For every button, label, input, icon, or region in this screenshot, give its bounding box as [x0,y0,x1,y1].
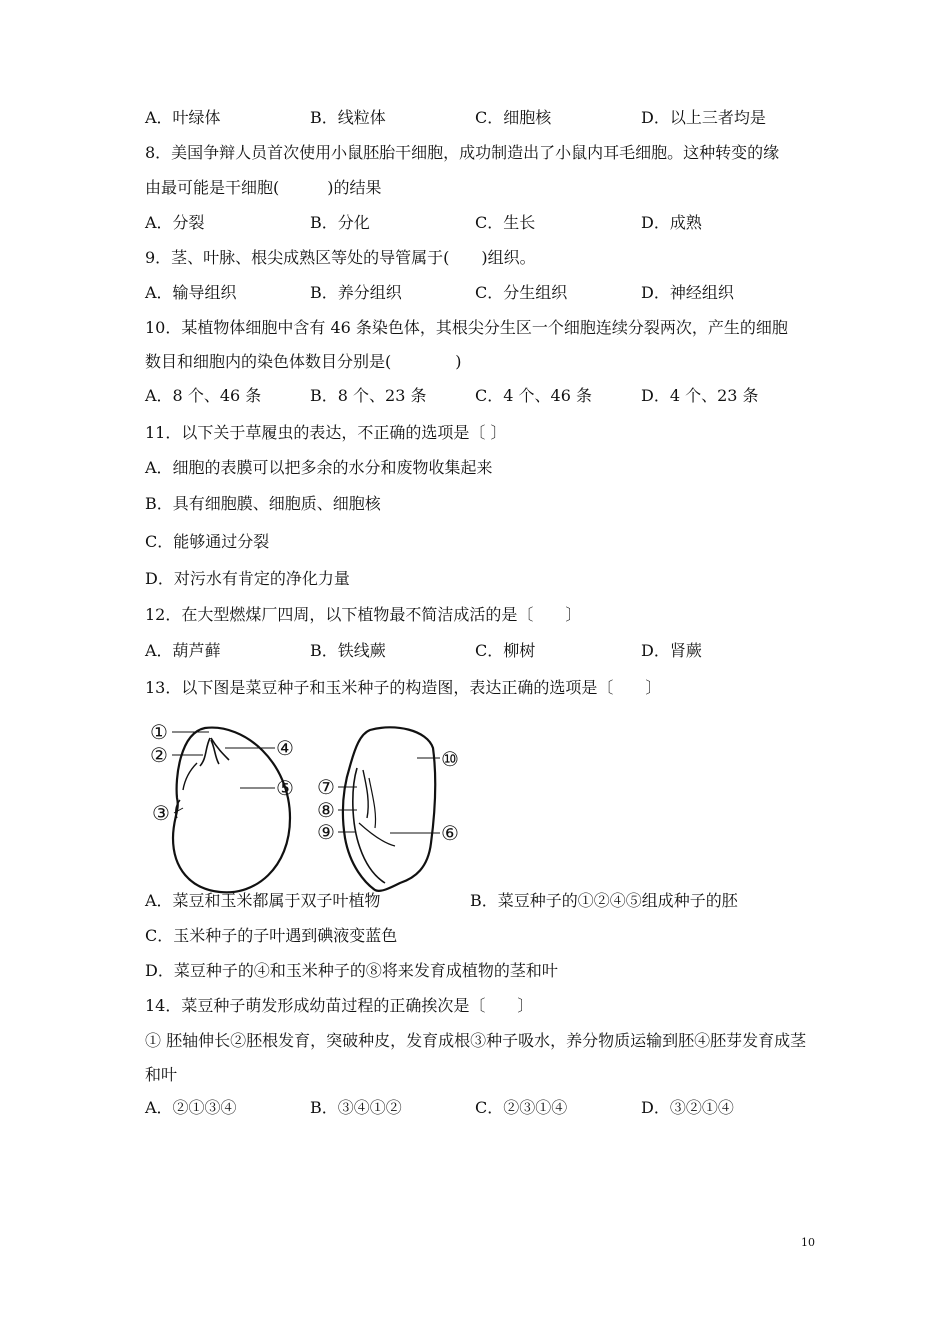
q10-option-a: A．8 个、46 条 [145,386,262,405]
q12-option-c: C．柳树 [475,641,536,660]
figure-label-marks [150,720,459,845]
q14-steps-line1: ① 胚轴伸长②胚根发育，突破种皮，发育成根③种子吸水，养分物质运输到胚④胚芽发育成茎 [145,1031,807,1050]
label-7: ⑦ [317,775,335,799]
q14-option-b: B．③④①② [310,1098,402,1117]
q14-option-c: C．②③①④ [475,1098,568,1117]
q12-stem: 12．在大型燃煤厂四周，以下植物最不简洁成活的是〔 〕 [145,605,582,624]
q8-option-b: B．分化 [310,213,370,232]
q7-option-d: D．以上三者均是 [641,108,766,127]
q10-stem-line1: 10．某植物体细胞中含有 46 条染色体，其根尖分生区一个细胞连续分裂两次，产生的细胞 [145,318,788,337]
q11-option-c: C．能够通过分裂 [145,532,270,551]
q14-steps-line2: 和叶 [145,1065,178,1084]
q14-option-d: D．③②①④ [641,1098,734,1117]
bean-seed-drawing [173,728,290,893]
q10-stem-line2: 数目和细胞内的染色体数目分别是( ) [145,352,462,371]
bean-leader-lines [172,732,275,813]
q9-option-a: A．输导组织 [145,283,237,302]
label-4: ④ [276,736,294,760]
q12-option-a: A．葫芦藓 [145,641,221,660]
q8-stem-line2: 由最可能是干细胞( )的结果 [145,178,382,197]
q10-option-d: D．4 个、23 条 [641,386,759,405]
label-2: ② [150,743,168,767]
page-number: 10 [801,1236,815,1249]
q12-option-b: B．铁线蕨 [310,641,386,660]
q7-option-a: A．叶绿体 [145,108,221,127]
label-3: ③ [152,801,170,825]
label-10: ⑩ [441,747,459,771]
label-6: ⑥ [441,821,459,845]
q14-option-a: A．②①③④ [145,1098,237,1117]
q9-option-b: B．养分组织 [310,283,402,302]
q9-option-c: C．分生组织 [475,283,568,302]
q13-stem: 13．以下图是菜豆种子和玉米种子的构造图，表达正确的选项是〔 〕 [145,678,662,697]
q8-option-a: A．分裂 [145,213,205,232]
q11-option-b: B．具有细胞膜、细胞质、细胞核 [145,494,381,513]
q13-option-b: B．菜豆种子的①②④⑤组成种子的胚 [470,891,738,910]
label-1: ① [150,720,168,744]
q8-option-d: D．成熟 [641,213,702,232]
q11-option-d: D．对污水有肯定的净化力量 [145,569,350,588]
label-5: ⑤ [276,776,294,800]
q11-stem: 11．以下关于草履虫的表达，不正确的选项是〔 〕 [145,423,507,442]
q11-option-a: A．细胞的表膜可以把多余的水分和废物收集起来 [145,458,493,477]
corn-seed-drawing [343,727,435,891]
q9-stem: 9．茎、叶脉、根尖成熟区等处的导管属于( )组织。 [145,248,536,267]
q7-option-b: B．线粒体 [310,108,386,127]
seed-structure-figure [145,718,475,898]
q7-option-c: C．细胞核 [475,108,552,127]
q13-option-d: D．菜豆种子的④和玉米种子的⑧将来发育成植物的茎和叶 [145,961,558,980]
q8-stem-line1: 8．美国争辩人员首次使用小鼠胚胎干细胞，成功制造出了小鼠内耳毛细胞。这种转变的缘 [145,143,780,162]
label-8: ⑧ [317,798,335,822]
q8-option-c: C．生长 [475,213,536,232]
label-9: ⑨ [317,820,335,844]
q10-option-b: B．8 个、23 条 [310,386,427,405]
q13-option-c: C．玉米种子的子叶遇到碘液变蓝色 [145,926,398,945]
q10-option-c: C．4 个、46 条 [475,386,592,405]
q13-option-a: A．菜豆和玉米都属于双子叶植物 [145,891,381,910]
q14-stem: 14．菜豆种子萌发形成幼苗过程的正确挨次是〔 〕 [145,996,534,1015]
q9-option-d: D．神经组织 [641,283,734,302]
q12-option-d: D．肾蕨 [641,641,702,660]
